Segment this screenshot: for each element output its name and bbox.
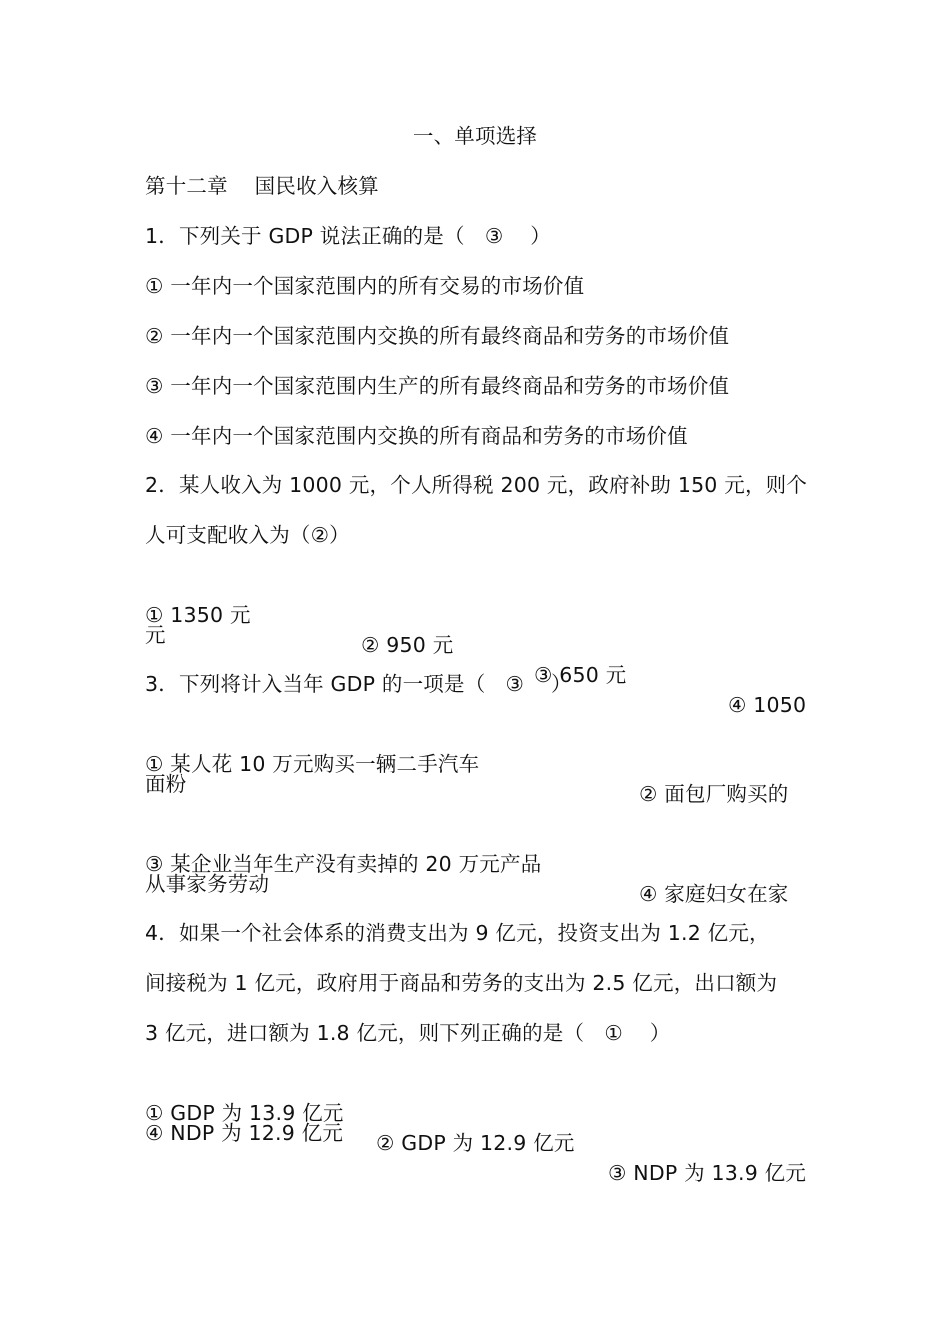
question-2-stem-line-2: 人可支配收入为（②） [145,523,350,547]
question-4-option-3: ③ NDP 为 13.9 亿元 [608,1161,807,1185]
question-1-stem: 1．下列关于 GDP 说法正确的是（ ③ ） [145,224,551,248]
question-2-option-1: ① 1350 元 [145,603,251,627]
question-3-option-1: ① 某人花 10 万元购买一辆二手汽车 [145,752,480,776]
question-4-stem-line-3: 3 亿元，进口额为 1.8 亿元，则下列正确的是（ ① ） [145,1021,671,1045]
question-2-stem-line-1: 2．某人收入为 1000 元，个人所得税 200 元，政府补助 150 元，则个 [145,473,808,497]
chapter-heading: 第十二章 国民收入核算 [145,174,379,198]
question-4-option-4: ④ NDP 为 12.9 亿元 [145,1121,344,1145]
question-2-option-4: ④ 1050 [728,693,807,717]
question-2-option-4-wrap: 元 [145,623,166,647]
question-3-option-3: ③ 某企业当年生产没有卖掉的 20 万元产品 [145,852,542,876]
question-2-option-3: ③ 650 元 [534,663,627,687]
question-1-option-3: ③ 一年内一个国家范围内生产的所有最终商品和劳务的市场价值 [145,374,730,398]
question-3-option-2-wrap: 面粉 [145,772,187,796]
question-4-option-1: ① GDP 为 13.9 亿元 [145,1101,344,1125]
section-title: 一、单项选择 [412,124,538,148]
question-3-stem: 3．下列将计入当年 GDP 的一项是（ ③ ） [145,672,572,696]
question-3-option-4-wrap: 从事家务劳动 [145,872,270,896]
question-4-option-2: ② GDP 为 12.9 亿元 [376,1131,575,1155]
question-2-option-2: ② 950 元 [361,633,454,657]
question-3-option-4: ④ 家庭妇女在家 [639,882,789,906]
question-1-option-1: ① 一年内一个国家范围内的所有交易的市场价值 [145,274,585,298]
question-3-option-2: ② 面包厂购买的 [639,782,789,806]
question-1-option-4: ④ 一年内一个国家范围内交换的所有商品和劳务的市场价值 [145,424,688,448]
question-4-stem-line-2: 间接税为 1 亿元，政府用于商品和劳务的支出为 2.5 亿元，出口额为 [145,971,778,995]
question-4-stem-line-1: 4．如果一个社会体系的消费支出为 9 亿元，投资支出为 1.2 亿元， [145,921,770,945]
question-1-option-2: ② 一年内一个国家范围内交换的所有最终商品和劳务的市场价值 [145,324,730,348]
